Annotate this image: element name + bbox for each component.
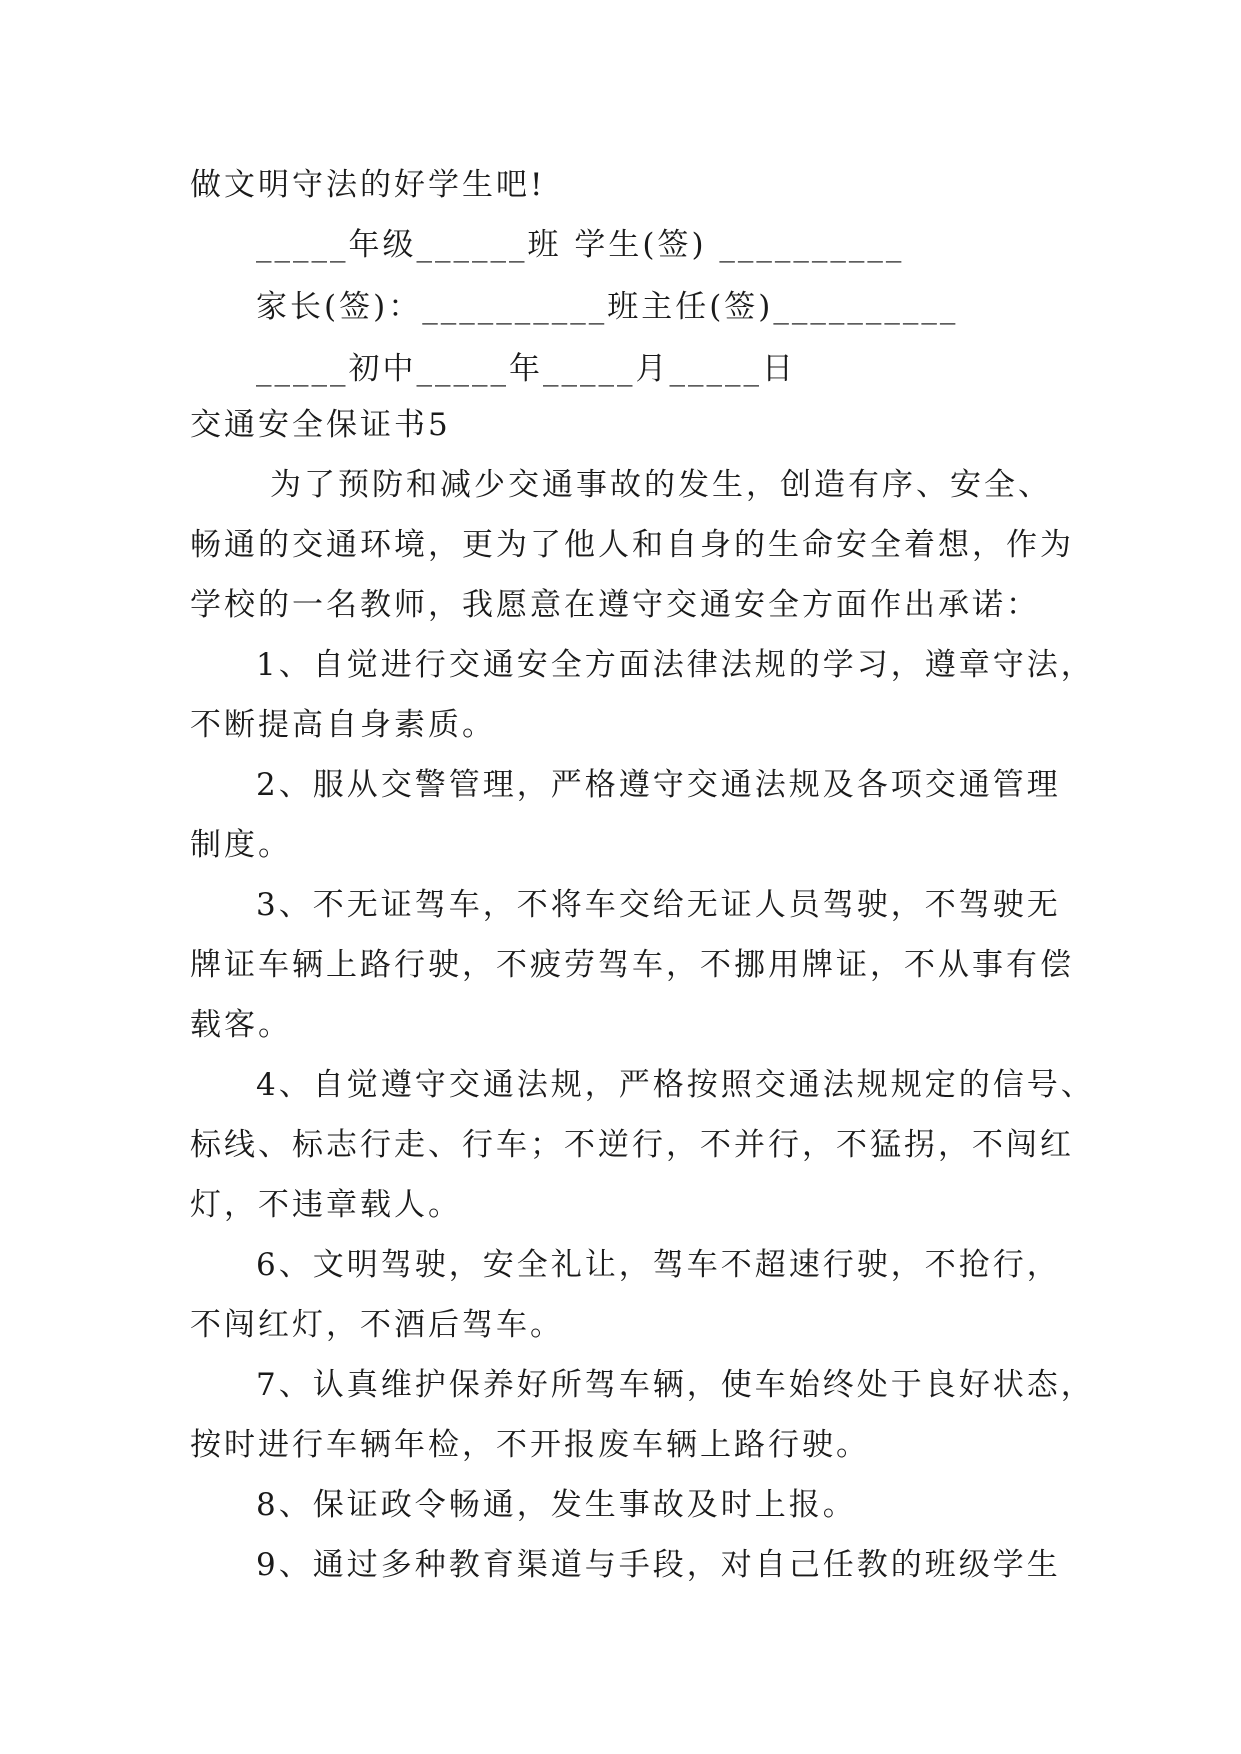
paragraph-line: 灯，不违章载人。 — [190, 1187, 462, 1223]
paragraph-line: 不断提高自身素质。 — [190, 707, 496, 743]
paragraph-line: 制度。 — [190, 827, 292, 863]
paragraph-line: 1、自觉进行交通安全方面法律法规的学习，遵章守法， — [256, 647, 1095, 683]
paragraph-line: 4、自觉遵守交通法规，严格按照交通法规规定的信号、 — [256, 1067, 1095, 1103]
paragraph-line: 学校的一名教师，我愿意在遵守交通安全方面作出承诺： — [190, 587, 1040, 623]
grade-class-student-signature-line: _____年级______班 学生(签) __________ — [256, 227, 905, 263]
paragraph-line: 标线、标志行走、行车；不逆行，不并行，不猛拐，不闯红 — [190, 1127, 1074, 1163]
paragraph-line: 畅通的交通环境，更为了他人和自身的生命安全着想，作为 — [190, 527, 1074, 563]
paragraph-line: 载客。 — [190, 1007, 292, 1043]
section-title: 交通安全保证书5 — [190, 407, 451, 443]
paragraph-line: 不闯红灯，不酒后驾车。 — [190, 1307, 564, 1343]
paragraph-line: 8、保证政令畅通，发生事故及时上报。 — [256, 1487, 857, 1523]
paragraph-line: 6、文明驾驶，安全礼让，驾车不超速行驶，不抢行， — [256, 1247, 1061, 1283]
paragraph-line: 2、服从交警管理，严格遵守交通法规及各项交通管理 — [256, 767, 1061, 803]
paragraph-line: 牌证车辆上路行驶，不疲劳驾车，不挪用牌证，不从事有偿 — [190, 947, 1074, 983]
date-line: _____初中_____年_____月_____日 — [256, 351, 796, 387]
closing-line: 做文明守法的好学生吧! — [190, 167, 546, 203]
paragraph-line: 7、认真维护保养好所驾车辆，使车始终处于良好状态， — [256, 1367, 1095, 1403]
paragraph-line: 9、通过多种教育渠道与手段，对自己任教的班级学生 — [256, 1547, 1061, 1583]
paragraph-line: 为了预防和减少交通事故的发生，创造有序、安全、 — [270, 467, 1052, 503]
paragraph-line: 按时进行车辆年检，不开报废车辆上路行驶。 — [190, 1427, 870, 1463]
parent-teacher-signature-line: 家长(签)：__________班主任(签)__________ — [256, 289, 959, 325]
paragraph-line: 3、不无证驾车，不将车交给无证人员驾驶，不驾驶无 — [256, 887, 1061, 923]
